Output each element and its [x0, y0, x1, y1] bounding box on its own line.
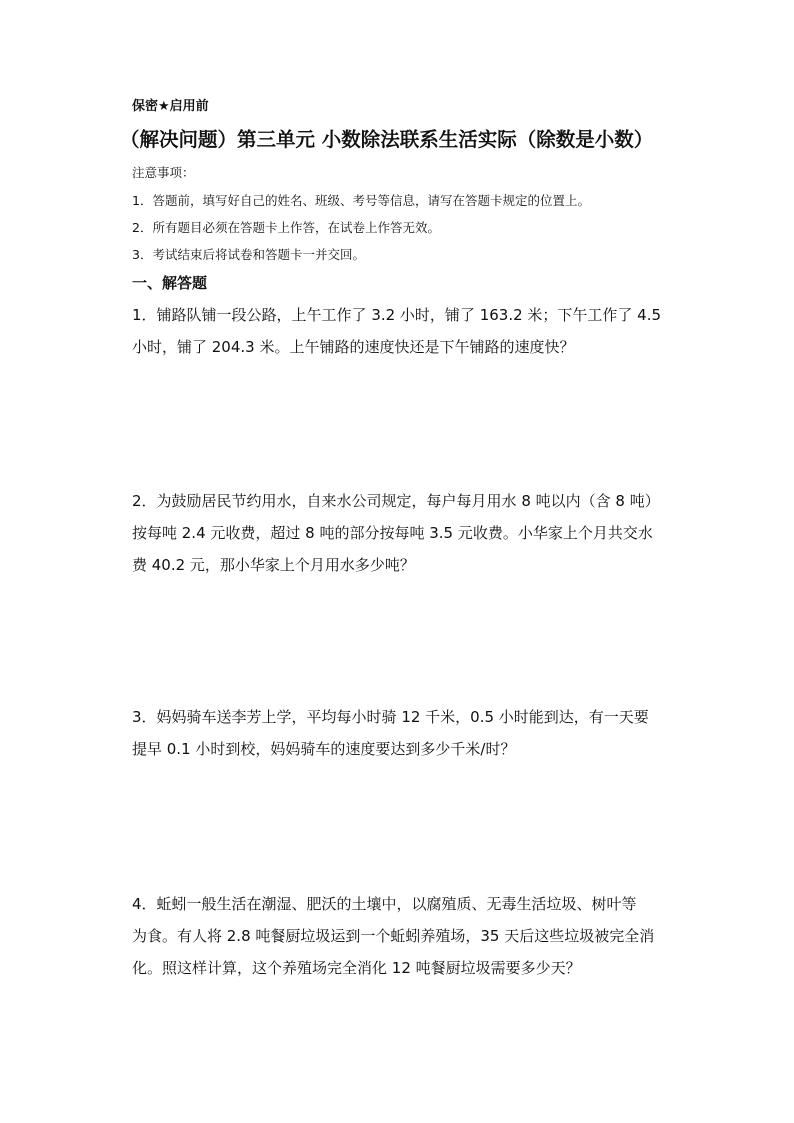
- page-title: （解决问题）第三单元 小数除法联系生活实际（除数是小数）: [120, 128, 654, 151]
- question-4: [132, 893, 692, 989]
- question-line: 按每吨 2.4 元收费，超过 8 吨的部分按每吨 3.5 元收费。小华家上个月共交水: [132, 524, 653, 542]
- question-line: 3．妈妈骑车送李芳上学，平均每小时骑 12 千米，0.5 小时能到达，有一天要: [132, 708, 649, 726]
- question-line: 1．铺路队铺一段公路，上午工作了 3.2 小时，铺了 163.2 米；下午工作了 4.5: [132, 306, 662, 324]
- notes-heading: 注意事项：: [132, 165, 195, 180]
- question-line: 提早 0.1 小时到校，妈妈骑车的速度要达到多少千米/时？: [132, 740, 516, 758]
- question-1: [132, 304, 692, 368]
- note-item: 2．所有题目必须在答题卡上作答，在试卷上作答无效。: [132, 220, 440, 235]
- section-title: 一、解答题: [132, 274, 208, 292]
- question-line: 为食。有人将 2.8 吨餐厨垃圾运到一个蚯蚓养殖场，35 天后这些垃圾被完全消: [132, 927, 655, 945]
- question-line: 2．为鼓励居民节约用水，自来水公司规定，每户每月用水 8 吨以内（含 8 吨）: [132, 492, 660, 510]
- question-line: 小时，铺了 204.3 米。上午铺路的速度快还是下午铺路的速度快？: [132, 338, 575, 356]
- question-line: 4．蚯蚓一般生活在潮湿、肥沃的土壤中，以腐殖质、无毒生活垃圾、树叶等: [132, 895, 637, 913]
- question-2: [132, 490, 692, 586]
- question-3: [132, 706, 692, 770]
- question-line: 化。照这样计算，这个养殖场完全消化 12 吨餐厨垃圾需要多少天？: [132, 959, 581, 977]
- note-item: 1．答题前，填写好自己的姓名、班级、考号等信息，请写在答题卡规定的位置上。: [132, 193, 590, 208]
- question-line: 费 40.2 元，那小华家上个月用水多少吨？: [132, 556, 415, 574]
- note-item: 3．考试结束后将试卷和答题卡一并交回。: [132, 247, 365, 262]
- confidential-label: 保密★启用前: [132, 99, 209, 114]
